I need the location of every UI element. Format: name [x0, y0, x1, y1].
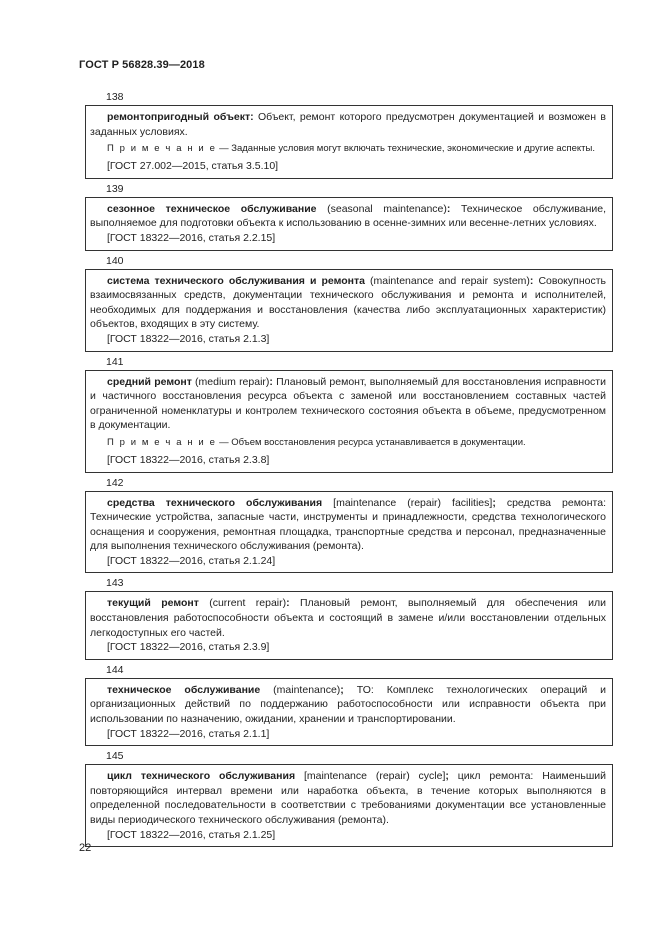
definition: средний ремонт (medium repair): Плановый ремонт, выполняемый для восстановления исправности и частичного восстановления ресурса объекта с заменой или восстановлением составных частей ограниченной номенклатуры и контролем технического состояния объекта в объеме, предусмотренном в документации.	[90, 375, 606, 432]
term: техническое обслуживание	[107, 683, 261, 696]
entry-number: 138	[106, 91, 124, 103]
term: цикл технического обслуживания	[107, 770, 296, 783]
entry-number: 139	[106, 182, 124, 195]
source-reference: [ГОСТ 18322—2016, статья 2.3.9]	[107, 641, 270, 654]
source-reference: [ГОСТ 18322—2016, статья 2.1.1]	[107, 727, 270, 740]
term-entry	[85, 591, 613, 659]
definition: ремонтопригодный объект: Объект, ремонт которого предусмотрен документацией и возможен в заданных условиях.	[90, 111, 607, 138]
entry-number: 142	[106, 476, 124, 489]
term-entry	[85, 370, 613, 473]
page-number: 22	[79, 842, 92, 854]
term-entry	[85, 678, 613, 746]
term-entry	[85, 491, 613, 574]
entry-number: 140	[106, 254, 124, 267]
definition: средства технического обслуживания [maintenance (repair) facilities]; средства ремонта: Технические устройства, запасные части, инструменты и принадлежности, средства технологического оснащения и сооружения, ремонтная площадка, транспортные средства и персонал, предназначенные для выполнения технического обслуживания (ремонта).	[90, 496, 607, 553]
source-reference: [ГОСТ 18322—2016, статья 2.1.24]	[107, 554, 276, 567]
source-reference: [ГОСТ 18322—2016, статья 2.3.8]	[107, 453, 270, 466]
term-entry	[85, 764, 613, 847]
note: П р и м е ч а н и е — Объем восстановления ресурса устанавливается в документации.	[107, 436, 526, 448]
term: система технического обслуживания и ремонта	[107, 274, 365, 287]
term: сезонное техническое обслуживание	[107, 202, 317, 215]
definition: система технического обслуживания и ремонта (maintenance and repair system): Совокупность взаимосвязанных средств, документации технического обслуживания и ремонта и исполнителей, необходимых для поддержания и восстановления (качества либо эксплуатационных характеристик) объектов, входящих в эту систему.	[90, 274, 606, 331]
definition: цикл технического обслуживания [maintenance (repair) cycle]; цикл ремонта: Наименьший повторяющийся интервал времени или наработка объекта, в течение которых выполняются в определенной последовательности в соответствии с требованиями документации все установленные виды периодического технического обслуживания (ремонта).	[90, 770, 606, 826]
term: средний ремонт	[107, 375, 192, 388]
note: П р и м е ч а н и е — Заданные условия могут включать технические, экономические и другие аспекты.	[107, 143, 595, 155]
source-reference: [ГОСТ 18322—2016, статья 2.1.25]	[107, 828, 276, 841]
source-reference: [ГОСТ 27.002—2015, статья 3.5.10]	[107, 160, 279, 173]
term-entry	[85, 269, 613, 352]
term-entry	[85, 197, 613, 251]
terms-list	[85, 90, 613, 850]
definition: текущий ремонт (current repair): Плановый ремонт, выполняемый для обеспечения или восстановления работоспособности объекта и состоящий в замене и/или восстановлении отдельных легкодоступных его частей.	[90, 597, 607, 639]
term: текущий ремонт	[107, 597, 199, 610]
term: ремонтопригодный объект	[107, 111, 251, 123]
definition: сезонное техническое обслуживание (seasonal maintenance): Техническое обслуживание, выполняемое для подготовки объекта к использованию в осенне-зимних или весенне-летних условиях.	[90, 202, 606, 230]
entry-number: 144	[106, 663, 124, 676]
term: средства технического обслуживания	[107, 496, 323, 509]
term-entry	[85, 105, 613, 179]
entry-number: 141	[106, 355, 124, 368]
entry-number: 143	[106, 577, 124, 590]
source-reference: [ГОСТ 18322—2016, статья 2.1.3]	[107, 332, 270, 345]
entry-number: 145	[106, 750, 124, 763]
definition: техническое обслуживание (maintenance); ТО: Комплекс технологических операций и организационных действий по поддержанию работоспособности или исправности объекта при использовании по назначению, ожидании, хранении и транспортировании.	[90, 683, 606, 726]
document-header: ГОСТ Р 56828.39—2018	[79, 59, 205, 71]
source-reference: [ГОСТ 18322—2016, статья 2.2.15]	[107, 231, 276, 244]
